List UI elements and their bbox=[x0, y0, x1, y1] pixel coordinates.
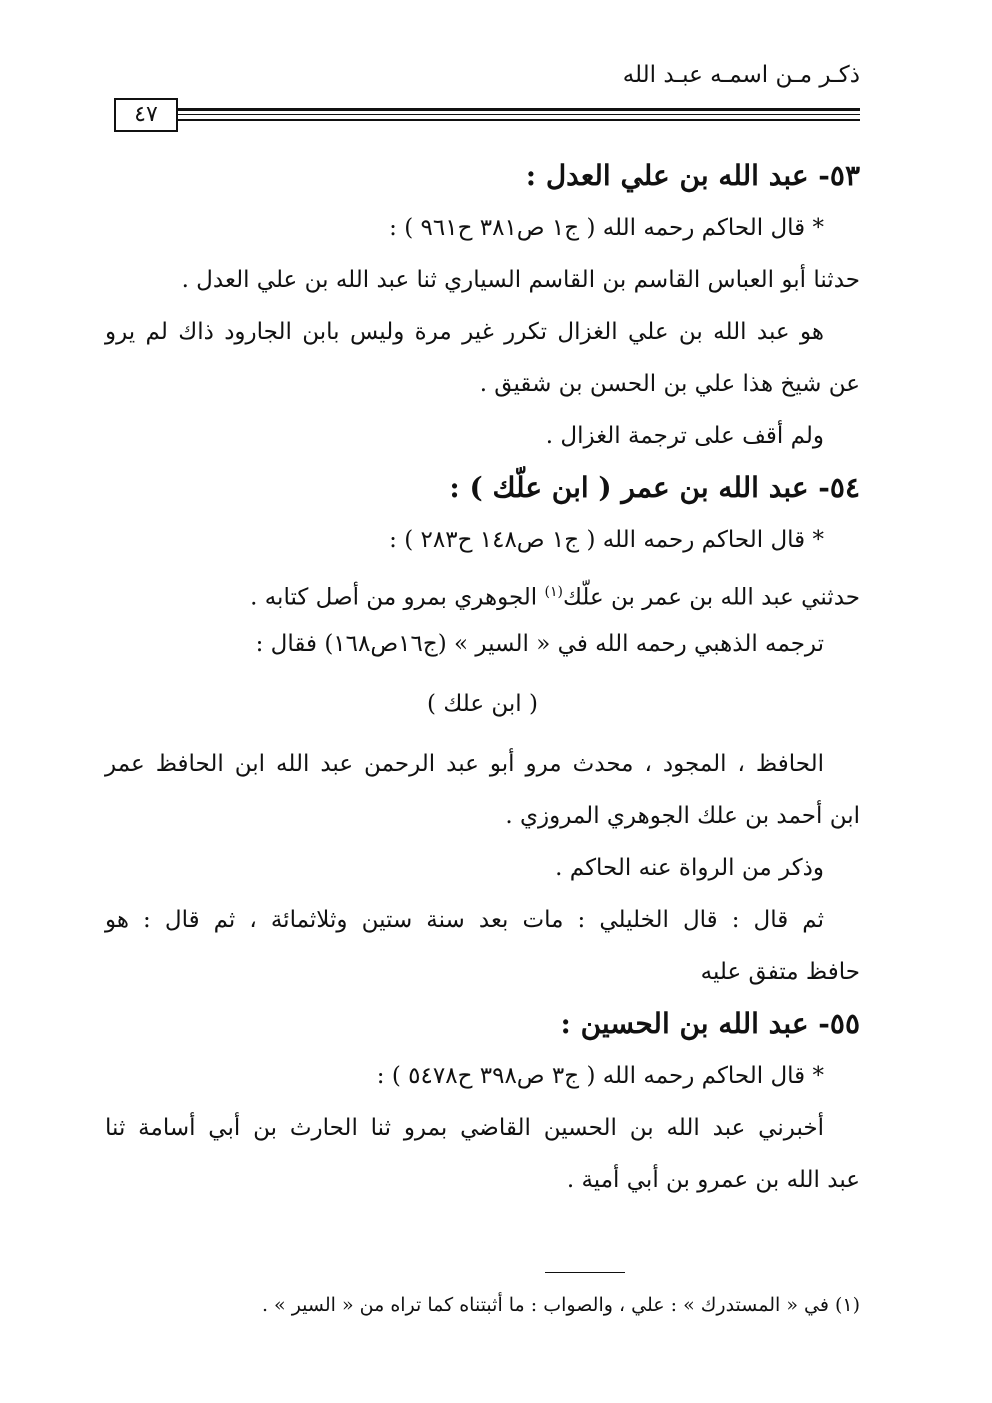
text-line bbox=[105, 566, 860, 618]
text-line: ابن أحمد بن علك الجوهري المروزي . bbox=[505, 803, 860, 829]
entry-heading: ٥٥- عبد الله بن الحسين : bbox=[560, 1007, 860, 1040]
text-line: ولم أقف على ترجمة الغزال . bbox=[545, 423, 824, 449]
entry-heading: ٥٤- عبد الله بن عمر ( ابن علّك ) : bbox=[449, 471, 860, 504]
text-line: عن شيخ هذا علي بن الحسن بن شقيق . bbox=[479, 371, 860, 397]
text-segment: الجوهري بمرو من أصل كتابه . bbox=[250, 584, 545, 611]
text-line: عبد الله بن عمرو بن أبي أمية . bbox=[566, 1167, 860, 1193]
source-citation: * قال الحاكم رحمه الله ( ج٣ ص٣٩٨ ح٥٤٧٨ ) : bbox=[376, 1063, 824, 1089]
header-rule bbox=[178, 119, 860, 121]
footnote-separator bbox=[545, 1272, 625, 1273]
quote-title: ( ابن علك ) bbox=[427, 691, 538, 717]
text-line: وذكر من الرواة عنه الحاكم . bbox=[555, 855, 824, 881]
header-rule bbox=[178, 108, 860, 111]
text-line: هو عبد الله بن علي الغزال تكرر غير مرة وليس بابن الجارود ذاك لم يرو bbox=[105, 319, 824, 345]
footnote: (١) في « المستدرك » : علي ، والصواب : ما أثبتناه كما تراه من « السير » . bbox=[261, 1294, 860, 1316]
source-citation: * قال الحاكم رحمه الله ( ج١ ص٣٨١ ح٩٦١ ) : bbox=[389, 215, 824, 241]
text-segment: حدثني عبد الله بن عمر بن علّك bbox=[562, 584, 860, 611]
text-line: ثم قال : قال الخليلي : مات بعد سنة ستين وثلاثمائة ، ثم قال : هو bbox=[105, 907, 824, 933]
page-number: ٤٧ bbox=[114, 98, 178, 132]
entry-heading: ٥٣- عبد الله بن علي العدل : bbox=[525, 159, 860, 192]
text-line: أخبرني عبد الله بن الحسين القاضي بمرو ثنا الحارث بن أبي أسامة ثنا bbox=[105, 1115, 824, 1141]
text-line: ترجمه الذهبي رحمه الله في « السير » (ج١٦ص١٦٨) فقال : bbox=[255, 631, 824, 657]
source-citation: * قال الحاكم رحمه الله ( ج١ ص١٤٨ ح٢٨٣ ) : bbox=[389, 527, 824, 553]
text-line: حافظ متفق عليه bbox=[700, 959, 860, 985]
text-line: الحافظ ، المجود ، محدث مرو أبو عبد الرحمن عبد الله ابن الحافظ عمر bbox=[105, 751, 824, 777]
header-rule bbox=[178, 114, 860, 115]
running-title: ذكـر مـن اسمـه عبـد الله bbox=[622, 62, 860, 88]
footnote-reference[interactable]: (١) bbox=[544, 584, 563, 600]
text-line: حدثنا أبو العباس القاسم بن القاسم السياري ثنا عبد الله بن علي العدل . bbox=[181, 267, 860, 293]
page-body bbox=[105, 150, 860, 1206]
